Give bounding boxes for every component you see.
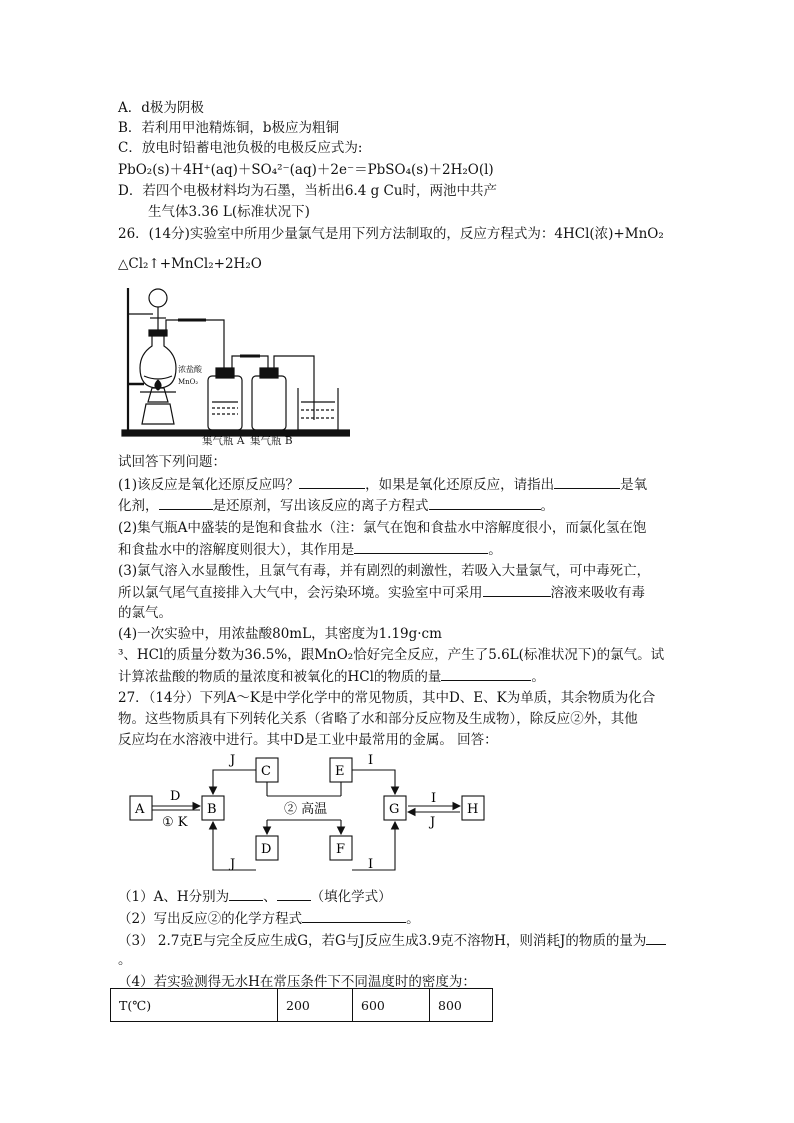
- q26-part2-line1: (2)集气瓶A中盛装的是饱和食盐水（注：氯气在饱和食盐水中溶解度很小，而氯化氢在饱: [118, 520, 647, 536]
- label-bottle-a: 集气瓶 A: [202, 435, 245, 447]
- option-b: B．若利用甲池精炼铜，b极应为粗铜: [118, 120, 340, 136]
- q26-equation-cont: △Cl₂↑+MnCl₂+2H₂O: [118, 256, 262, 272]
- density-table: [110, 988, 493, 1022]
- node-f: F: [336, 842, 346, 857]
- option-c: C．放电时铅蓄电池负极的电极反应式为:: [118, 140, 363, 156]
- node-h: H: [467, 802, 479, 817]
- q26-part3-line1: (3)氯气溶入水显酸性，且氯气有毒，并有剧烈的刺激性，若吸入大量氯气，可中毒死亡，: [118, 563, 651, 579]
- blank-1-4[interactable]: [429, 495, 541, 510]
- q27-sub3: （3） 2.7克E与完全反应生成G，若G与J反应生成3.9克不溶物H，则消耗J的物质的量为: [118, 930, 666, 951]
- option-a: A．d极为阴极: [118, 100, 204, 116]
- blank-1-3[interactable]: [159, 495, 213, 510]
- blank-2-1[interactable]: [354, 539, 488, 554]
- edge-ab-top: D: [170, 789, 181, 804]
- q27-heading-line1: 27．（14分）下列A～K是中学化学中的常见物质，其中D、E、K为单质，其余物质为化合: [118, 690, 656, 706]
- conversion-flow-diagram: [118, 752, 498, 876]
- edge-i-top: I: [368, 753, 374, 768]
- q26-part1-line1: (1)该反应是氧化还原反应吗？ ，如果是氧化还原反应，请指出 是氧: [118, 474, 647, 495]
- q26-part3-line2: 所以氯气尾气直接排入大气中，会污染环境。实验室中可采用 溶液来吸收有毒: [118, 582, 645, 603]
- blank-27-3[interactable]: [302, 908, 406, 923]
- q27-sub3-end: 。: [118, 952, 132, 968]
- q26-part4-line2: ³、HCl的质量分数为36.5%，跟MnO₂恰好完全反应，产生了5.6L(标准状况下)的氯气。试: [118, 647, 665, 663]
- q27-heading-line3: 反应均在水溶液中进行。其中D是工业中最常用的金属。 回答：: [118, 732, 498, 748]
- q26-part3-line3: 的氯气。: [118, 605, 172, 621]
- table-cell-t: T(℃): [111, 989, 278, 1022]
- blank-27-1[interactable]: [229, 886, 263, 901]
- q26-intro: 试回答下列问题：: [118, 454, 226, 470]
- q27-sub1: （1）A、H分别为 、 （填化学式）: [118, 886, 392, 907]
- table-cell-600: 600: [353, 989, 430, 1022]
- blank-1-2[interactable]: [554, 474, 620, 489]
- option-c-equation: PbO₂(s)＋4H⁺(aq)＋SO₄²⁻(aq)＋2e⁻＝PbSO₄(s)＋2H₂O(l): [118, 162, 494, 178]
- edge-gh-bottom: J: [430, 815, 436, 830]
- chlorine-apparatus-figure: [118, 284, 350, 448]
- node-c: C: [261, 764, 271, 779]
- q27-sub2: （2）写出反应②的化学方程式 。: [118, 908, 420, 929]
- blank-27-2[interactable]: [277, 886, 311, 901]
- label-bottle-b: 集气瓶 B: [250, 435, 293, 447]
- node-b: B: [207, 802, 217, 817]
- blank-1-1[interactable]: [299, 474, 365, 489]
- node-d: D: [261, 842, 272, 857]
- edge-j-bottom: J: [230, 857, 236, 872]
- option-d-line2: 生气体3.36 L(标准状况下): [148, 204, 310, 220]
- table-row: [111, 989, 493, 1022]
- edge-gh-top: I: [431, 791, 437, 806]
- label-conc-hcl: 浓盐酸: [178, 365, 202, 374]
- node-e: E: [335, 764, 345, 779]
- q27-heading-line2: 物。这些物质具有下列转化关系（省略了水和部分反应物及生成物），除反应②外，其他: [118, 711, 638, 727]
- edge-i-bottom: I: [368, 857, 374, 872]
- edge-ab-bottom: ① K: [162, 815, 188, 830]
- label-mno2: MnO₂: [178, 378, 199, 386]
- edge-j-top: J: [230, 753, 236, 768]
- q26-part2-line2: 和食盐水中的溶解度则很大），其作用是 。: [118, 539, 502, 560]
- q26-part1-line2: 化剂， 是还原剂，写出该反应的离子方程式 。: [118, 495, 554, 516]
- table-cell-200: 200: [278, 989, 353, 1022]
- blank-3-1[interactable]: [483, 582, 551, 597]
- q26-part4-line1: (4)一次实验中，用浓盐酸80mL，其密度为1.19g·cm: [118, 626, 442, 642]
- q26-part4-line3: 计算浓盐酸的物质的量浓度和被氧化的HCl的物质的量 。: [118, 666, 545, 687]
- q26-heading: 26．(14分)实验室中所用少量氯气是用下列方法制取的，反应方程式为：4HCl(浓)+MnO₂: [118, 226, 664, 242]
- blank-27-4[interactable]: [646, 930, 666, 945]
- node-g: G: [389, 802, 400, 817]
- blank-4-1[interactable]: [441, 666, 531, 681]
- node-a: A: [135, 802, 145, 817]
- q27-sub4: （4）若实验测得无水H在常压条件下不同温度时的密度为：: [118, 974, 476, 990]
- option-d-line1: D．若四个电极材料均为石墨，当析出6.4 g Cu时，两池中共产: [118, 183, 498, 199]
- center-reaction: ② 高温: [284, 802, 328, 817]
- table-cell-800: 800: [430, 989, 493, 1022]
